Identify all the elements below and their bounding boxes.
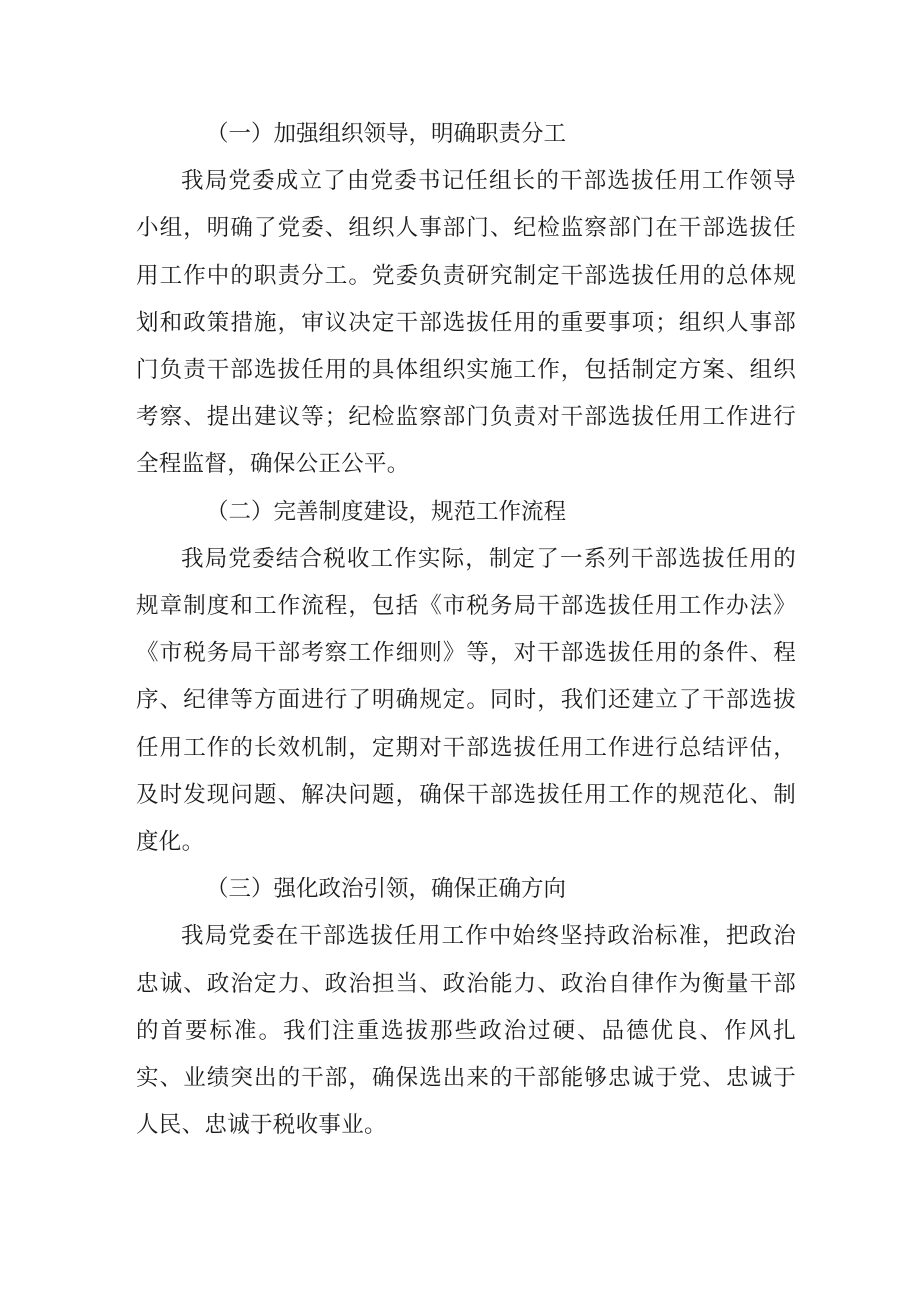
- section-3-paragraph: 我局党委在干部选拔任用工作中始终坚持政治标准，把政治忠诚、政治定力、政治担当、政治能力、政治自律作为衡量干部的首要标准。我们注重选拔那些政治过硬、品德优良、作风扎实、业绩突出的干部，确保选出来的干部能够忠诚于党、忠诚于人民、忠诚于税收事业。: [136, 923, 796, 1139]
- document-body: [136, 111, 796, 1149]
- section-2-heading: （二）完善制度建设，规范工作流程: [206, 498, 567, 525]
- section-3-heading: （三）强化政治引领，确保正确方向: [206, 876, 567, 903]
- section-1-heading: （一）加强组织领导，明确职责分工: [206, 121, 567, 147]
- section-1-paragraph: 我局党委成立了由党委书记任组长的干部选拔任用工作领导小组，明确了党委、组织人事部门、纪检监察部门在干部选拔任用工作中的职责分工。党委负责研究制定干部选拔任用的总体规划和政策措施，审议决定干部选拔任用的重要事项；组织人事部门负责干部选拔任用的具体组织实施工作，包括制定方案、组织考察、提出建议等；纪检监察部门负责对干部选拔任用工作进行全程监督，确保公正公平。: [136, 168, 796, 478]
- section-2-paragraph: 我局党委结合税收工作实际，制定了一系列干部选拔任用的规章制度和工作流程，包括《市税务局干部选拔任用工作办法》《市税务局干部考察工作细则》等，对干部选拔任用的条件、程序、纪律等方面进行了明确规定。同时，我们还建立了干部选拔任用工作的长效机制，定期对干部选拔任用工作进行总结评估，及时发现问题、解决问题，确保干部选拔任用工作的规范化、制度化。: [136, 545, 796, 856]
